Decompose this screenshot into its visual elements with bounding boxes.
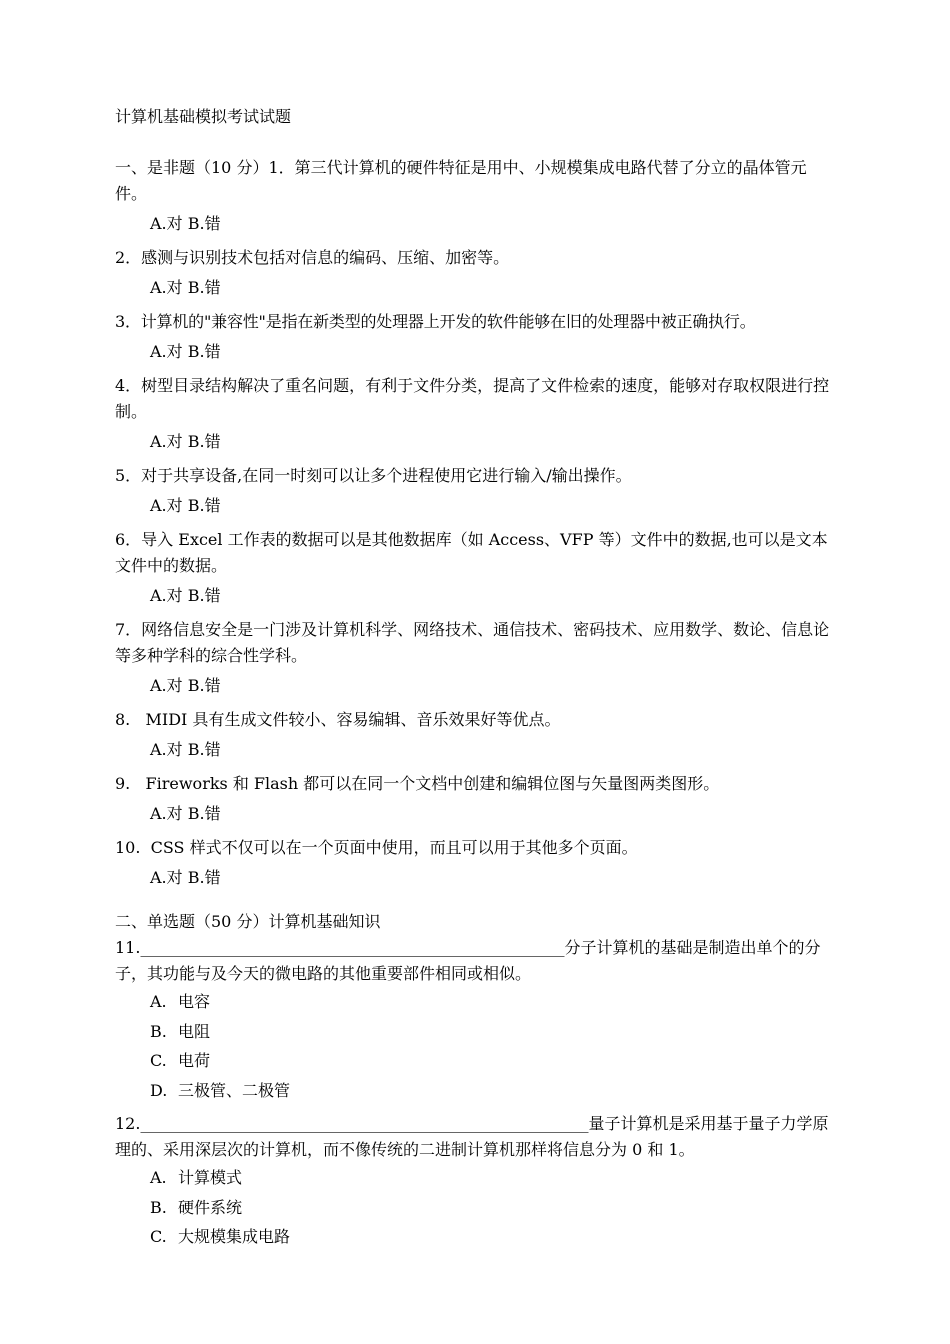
tf-question-10: 10. CSS 样式不仅可以在一个页面中使用，而且可以用于其他多个页面。: [115, 838, 638, 857]
option-text: 电阻: [178, 1021, 211, 1041]
tf-question-4: 4．树型目录结构解决了重名问题，有利于文件分类，提高了文件检索的速度，能够对存取权限进行控制。: [115, 376, 830, 421]
question-number: 12.: [115, 1114, 141, 1133]
answer-blank: ________________________________________________________: [140, 1114, 589, 1133]
tf-question-5: 5．对于共享设备,在同一时刻可以让多个进程使用它进行输入/输出操作。: [115, 466, 632, 485]
option-text: 计算模式: [178, 1168, 243, 1187]
option-text: 电荷: [178, 1051, 211, 1070]
mc-question-stem: [115, 935, 837, 987]
document-page: [115, 104, 837, 1258]
option-text: 电容: [178, 992, 211, 1011]
tf-question-3: 3．计算机的"兼容性"是指在新类型的处理器上开发的软件能够在旧的处理器中被正确执行。: [115, 312, 756, 331]
option-c: [115, 1046, 837, 1076]
option-text: 大规模集成电路: [178, 1227, 291, 1246]
option-letter: A.: [150, 992, 167, 1011]
option-letter: C.: [150, 1051, 167, 1070]
option-letter: B.: [150, 1021, 167, 1041]
option-letter: A.: [150, 1168, 167, 1187]
tf-question-8: 8. MIDI 具有生成文件较小、容易编辑、音乐效果好等优点。: [115, 710, 561, 729]
mc-question-11: [115, 935, 837, 1105]
option-d: [115, 1076, 837, 1106]
mc-question-stem: [115, 1111, 837, 1163]
option-letter: C.: [150, 1227, 167, 1246]
tf-answer-options: A.对 B.错: [150, 868, 221, 887]
document-title: 计算机基础模拟考试试题: [115, 107, 292, 126]
tf-answer-options: A.对 B.错: [150, 740, 221, 759]
tf-answer-options: A.对 B.错: [150, 676, 221, 695]
option-a: [115, 1163, 837, 1193]
tf-answer-options: A.对 B.错: [150, 432, 221, 451]
tf-answer-options: A.对 B.错: [150, 278, 221, 297]
tf-answer-options: A.对 B.错: [150, 214, 221, 233]
tf-answer-options: A.对 B.错: [150, 496, 221, 515]
tf-question-9: 9. Fireworks 和 Flash 都可以在同一个文档中创建和编辑位图与矢量图两类图形。: [115, 774, 720, 793]
section2-heading: 二、单选题（50 分）计算机基础知识: [115, 912, 381, 931]
tf-question-6: 6．导入 Excel 工作表的数据可以是其他数据库（如 Access、VFP 等）文件中的数据,也可以是文本文件中的数据。: [115, 530, 828, 575]
tf-answer-options: A.对 B.错: [150, 342, 221, 361]
option-b: [115, 1017, 837, 1047]
section1-heading: 一、是非题（10 分）: [115, 158, 269, 177]
option-letter: D.: [150, 1080, 168, 1100]
tf-question-2: 2．感测与识别技术包括对信息的编码、压缩、加密等。: [115, 248, 510, 267]
option-b: [115, 1193, 837, 1223]
tf-answer-options: A.对 B.错: [150, 586, 221, 605]
option-c: [115, 1222, 837, 1252]
question-text: 分子计算机的基础是制造出单个的分子，其功能与及今天的微电路的其他重要部件相同或相似。: [115, 938, 821, 983]
tf-answer-options: A.对 B.错: [150, 804, 221, 823]
option-text: 三极管、二极管: [178, 1080, 291, 1100]
question-text: 量子计算机是采用基于量子力学原理的、采用深层次的计算机，而不像传统的二进制计算机那样将信息分为 0 和 1。: [115, 1114, 829, 1159]
tf-question-text: 1．第三代计算机的硬件特征是用中、小规模集成电路代替了分立的晶体管元件。: [115, 158, 807, 203]
tf-question-1: [115, 155, 837, 207]
option-text: 硬件系统: [178, 1197, 243, 1217]
answer-blank: _____________________________________________________: [140, 938, 565, 957]
question-number: 11.: [115, 938, 141, 957]
mc-question-12: [115, 1111, 837, 1252]
option-letter: B.: [150, 1197, 167, 1217]
option-a: [115, 987, 837, 1017]
tf-question-7: 7．网络信息安全是一门涉及计算机科学、网络技术、通信技术、密码技术、应用数学、数论、信息论等多种学科的综合性学科。: [115, 620, 830, 665]
